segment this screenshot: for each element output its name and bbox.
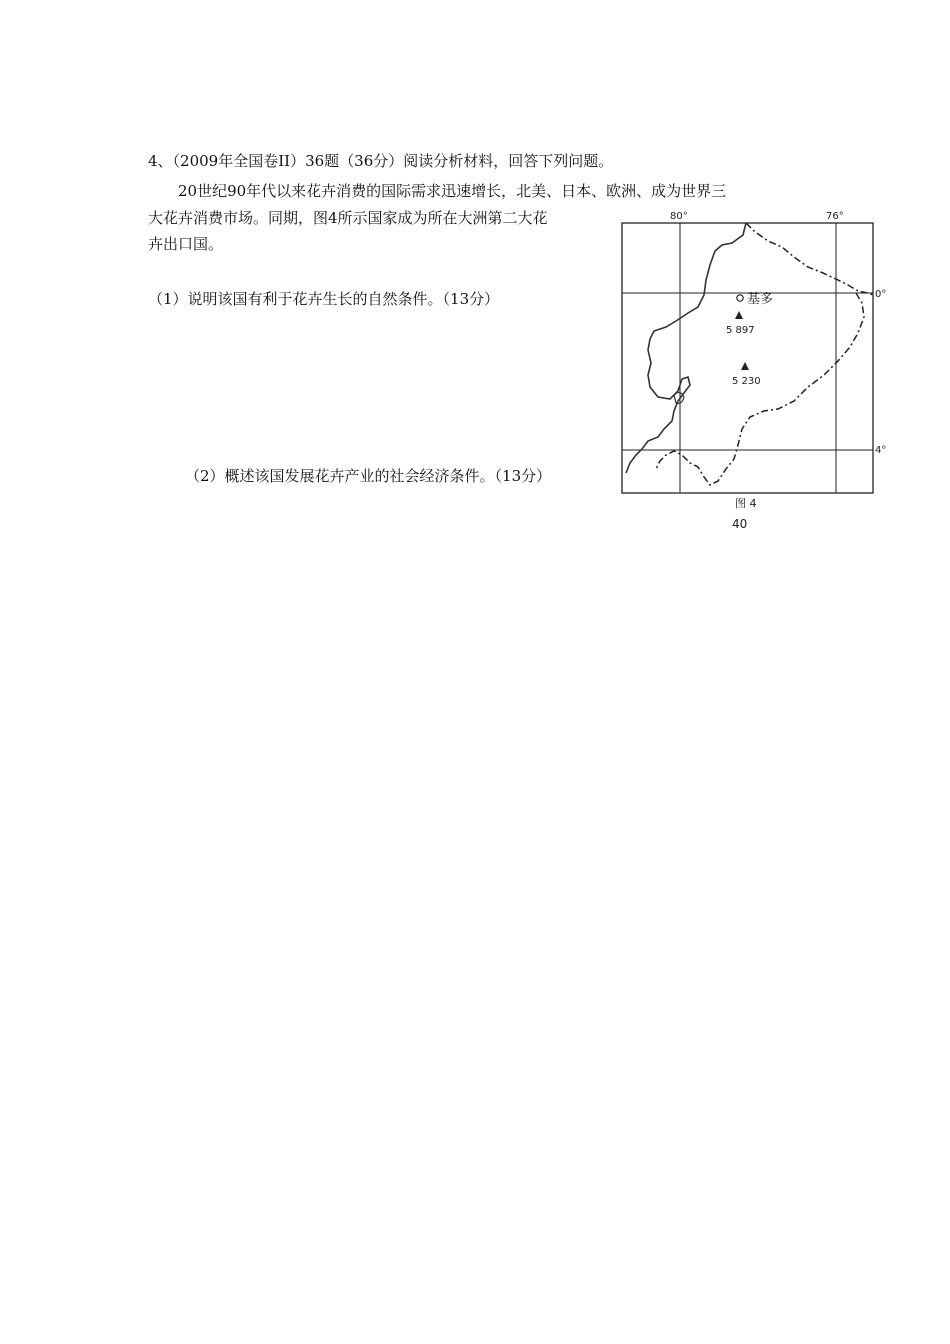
peak-marker-1: [735, 311, 743, 319]
city-marker: [737, 295, 743, 301]
peak-marker-2: [741, 362, 749, 370]
material-line-2: 大花卉消费市场。同期，图4所示国家成为所在大洲第二大花: [148, 209, 548, 227]
map-frame: [622, 223, 873, 493]
material-line-3: 卉出口国。: [148, 235, 224, 253]
sub-question-2: （2）概述该国发展花卉产业的社会经济条件。（13分）: [185, 467, 552, 485]
national-border: [656, 223, 873, 485]
coastline: [626, 223, 746, 473]
city-label: 基多: [747, 292, 774, 307]
longitude-label-80: 80°: [670, 211, 688, 222]
longitude-label-76: 76°: [826, 211, 844, 222]
page-number: 40: [732, 517, 748, 531]
map-svg: [618, 205, 898, 535]
question-header: 4、（2009年全国卷II）36题（36分）阅读分析材料，回答下列问题。: [148, 152, 614, 170]
latitude-label-4: 4°: [875, 445, 887, 456]
map-figure: [618, 205, 898, 535]
peak-label-1: 5 897: [726, 325, 755, 336]
peak-label-2: 5 230: [732, 376, 761, 387]
latitude-label-0: 0°: [875, 289, 887, 300]
sub-question-1: （1）说明该国有利于花卉生长的自然条件。（13分）: [148, 290, 500, 308]
material-line-1: 20世纪90年代以来花卉消费的国际需求迅速增长，北美、日本、欧洲、成为世界三: [178, 182, 727, 200]
island: [674, 392, 684, 403]
figure-caption: 图 4: [735, 497, 757, 510]
